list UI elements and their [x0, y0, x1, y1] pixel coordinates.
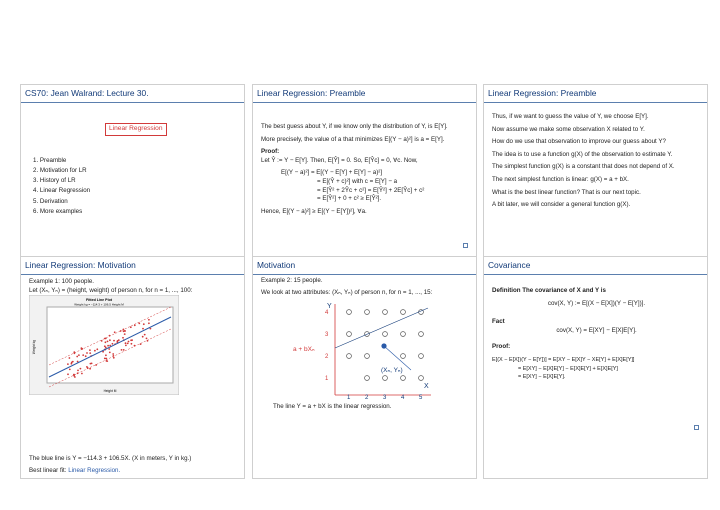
qed-icon	[463, 243, 468, 248]
equation-line: E[(Y − a)²] = E[(Y − E[Y] + E[Y] − a)²]	[281, 169, 383, 177]
proof-heading: Proof:	[492, 343, 511, 351]
scatter-point	[114, 331, 116, 333]
x-tick-label: 3	[383, 395, 387, 400]
text-line: Now assume we make some observation X related to Y.	[492, 125, 645, 133]
equation-line: = E[XY] − E[X]E[Y].	[518, 374, 566, 381]
scatter-point	[94, 350, 96, 352]
text-line: The next simplest function is linear: g(X) = a + bX.	[492, 175, 629, 183]
fitted-line-plot	[29, 295, 179, 395]
regression-line	[335, 308, 428, 348]
scatter-point	[125, 345, 127, 347]
y-tick-label: 2	[325, 354, 329, 360]
scatter-point	[86, 366, 88, 368]
data-point	[419, 332, 424, 337]
scatter-point	[90, 363, 92, 365]
fact-heading: Fact	[492, 318, 505, 326]
scatter-point	[109, 339, 111, 341]
equation-line: = E[XY] − E[X]E[Y] − E[X]E[Y] + E[X]E[Y]	[518, 365, 618, 372]
x-tick-label: 5	[419, 395, 423, 400]
text-line: The blue line is Y = −114.3 + 106.5X. (X in meters, Y in kg.)	[29, 455, 192, 462]
scatter-point	[112, 353, 114, 355]
equation-line: cov(X, Y) := E[(X − E[X])(Y − E[Y])].	[547, 299, 646, 307]
scatter-point	[76, 356, 78, 358]
scatter-point	[125, 342, 127, 344]
y-axis-label: Y	[327, 303, 332, 310]
scatter-point	[80, 368, 82, 370]
toc-item[interactable]: 3. History of LR	[33, 177, 76, 185]
slide-title-bar: Motivation	[253, 257, 476, 275]
section-label[interactable]: Linear Regression	[105, 123, 167, 136]
data-point	[383, 332, 388, 337]
x-tick-label: 1	[347, 395, 351, 400]
slide-title-bar: Linear Regression: Preamble	[484, 85, 707, 103]
scatter-point	[74, 376, 76, 378]
text-line: Example 2: 15 people.	[261, 277, 323, 284]
data-point	[365, 376, 370, 381]
scatter-point	[71, 362, 73, 364]
scatter-point	[112, 343, 114, 345]
data-point	[401, 354, 406, 359]
text-line: Let Ŷ := Y − E[Y]. Then, E[Ŷ] = 0. So, E[Ŷc] = 0, ∀c. Now,	[261, 156, 418, 164]
scatter-point	[148, 322, 150, 324]
x-tick-label: 4	[401, 395, 405, 400]
data-point	[401, 310, 406, 315]
slide-covariance	[483, 256, 708, 479]
scatter-point	[96, 348, 98, 350]
scatter-point	[123, 349, 125, 351]
data-point	[419, 354, 424, 359]
slide-motivation-2	[252, 256, 477, 479]
data-point	[347, 310, 352, 315]
toc-item[interactable]: 2. Motivation for LR	[33, 166, 87, 174]
linear-regression-link[interactable]: Linear Regression.	[68, 466, 121, 474]
text-line: The best guess about Y, if we know only the distribution of Y, is E[Y].	[261, 123, 448, 130]
data-point	[401, 376, 406, 381]
scatter-point	[138, 323, 140, 325]
scatter-point	[142, 336, 144, 338]
scatter-point	[113, 340, 115, 342]
scatter-point	[82, 354, 84, 356]
qed-icon	[694, 425, 699, 430]
toc-item[interactable]: 1. Preamble	[33, 156, 67, 164]
x-tick-label: 2	[365, 395, 369, 400]
scatter-point	[77, 370, 79, 372]
text-line: A bit later, we will consider a general function g(X).	[492, 201, 631, 209]
scatter-point	[109, 352, 111, 354]
plot-ylabel: Weight kg	[32, 339, 36, 355]
y-tick-label: 1	[325, 376, 329, 382]
scatter-point	[105, 358, 107, 360]
data-point	[347, 332, 352, 337]
plot-subtitle: Weight kg = −114.3 + 106.5 Height M	[74, 302, 124, 307]
equation-line: = E[(Ŷ + c)²] with c = E[Y] − a	[317, 177, 398, 185]
scatter-point	[67, 363, 69, 365]
scatter-point	[78, 354, 80, 356]
text-line: Example 1: 100 people.	[29, 278, 95, 285]
plot-title: Fitted Line Plot	[86, 298, 112, 302]
data-point	[419, 376, 424, 381]
data-point	[401, 332, 406, 337]
scatter-point	[89, 349, 91, 351]
scatter-point	[127, 343, 129, 345]
scatter-point	[69, 357, 71, 359]
text-line: More precisely, the value of a that minimizes E[(Y − a)²] is a = E[Y].	[261, 135, 445, 143]
scatter-point	[69, 369, 71, 371]
proof-heading: Proof:	[261, 148, 280, 156]
scatter-point	[108, 348, 110, 350]
scatter-point	[142, 328, 144, 330]
scatter-point	[148, 319, 150, 321]
data-point	[365, 354, 370, 359]
scatter-point	[89, 352, 91, 354]
text-line: Thus, if we want to guess the value of Y, we choose E[Y].	[492, 113, 649, 120]
point-label: (Xₙ, Yₙ)	[381, 367, 403, 374]
equation-line: cov(X, Y) = E[XY] − E[X]E[Y].	[556, 326, 637, 334]
scatter-point	[113, 357, 115, 359]
regression-diagram	[293, 300, 433, 400]
scatter-point	[105, 354, 107, 356]
toc-item[interactable]: 5. Derivation	[33, 197, 68, 205]
scatter-point	[118, 339, 120, 341]
scatter-point	[130, 339, 132, 341]
text-line: Best linear fit:	[29, 466, 67, 474]
equation-line: = E[Ŷ²] + 0 + c² ≥ E[Ŷ²].	[317, 195, 382, 203]
text-line: We look at two attributes: (Xₙ, Yₙ) of person n, for n = 1, ..., 15:	[261, 288, 433, 296]
scatter-point	[140, 343, 142, 345]
slide-title-bar: CS70: Jean Walrand: Lecture 30.	[21, 85, 244, 103]
text-line: The simplest function g(X) is a constant that does not depend of X.	[492, 163, 675, 171]
scatter-point	[144, 334, 146, 336]
scatter-point	[81, 373, 83, 375]
equation-line: = E[Ŷ² + 2Ŷc + c²] = E[Ŷ²] + 2E[Ŷc] + c²	[317, 186, 425, 194]
scatter-point	[143, 323, 145, 325]
slide-title-bar: Linear Regression: Preamble	[253, 85, 476, 103]
scatter-point	[134, 324, 136, 326]
scatter-point	[104, 345, 106, 347]
scatter-point	[81, 347, 83, 349]
text-line: How do we use that observation to improve our guess about Y?	[492, 138, 666, 146]
slide-title-bar: Linear Regression: Motivation	[21, 257, 244, 275]
x-axis-label: X	[424, 383, 429, 390]
slide-motivation-1	[20, 256, 245, 479]
table-of-contents	[29, 156, 238, 218]
text-line: Hence, E[(Y − a)²] ≥ E[(Y − E[Y])²], ∀a.	[261, 207, 367, 215]
toc-item[interactable]: 4. Linear Regression	[33, 187, 91, 195]
y-tick-label: 3	[325, 332, 329, 338]
line-label: a + bXₙ	[293, 346, 315, 353]
text-line: The idea is to use a function g(X) of the observation to estimate Y.	[492, 150, 673, 158]
definition-text: Definition The covariance of X and Y is	[492, 287, 606, 294]
scatter-point	[89, 368, 91, 370]
scatter-point	[107, 345, 109, 347]
plot-xlabel: Height M	[103, 389, 117, 393]
scatter-point	[86, 352, 88, 354]
scatter-point	[106, 360, 108, 362]
text-line: Let (Xₙ, Yₙ) = (height, weight) of person n, for n = 1, ..., 100:	[29, 286, 193, 294]
scatter-point	[122, 337, 124, 339]
slide-title-bar: Covariance	[484, 257, 707, 275]
highlighted-point	[381, 343, 386, 348]
scatter-point	[107, 341, 109, 343]
text-line: The line Y = a + bX is the linear regression.	[273, 403, 392, 410]
scatter-point	[131, 343, 133, 345]
data-point	[347, 354, 352, 359]
data-point	[365, 310, 370, 315]
y-tick-label: 4	[325, 310, 329, 316]
scatter-point	[146, 338, 148, 340]
data-point	[383, 376, 388, 381]
scatter-point	[105, 341, 107, 343]
scatter-point	[124, 330, 126, 332]
scatter-point	[128, 341, 130, 343]
scatter-point	[67, 373, 69, 375]
scatter-point	[130, 326, 132, 328]
data-point	[383, 310, 388, 315]
toc-item[interactable]: 6. More examples	[33, 208, 83, 216]
equation-line: E[(X − E[X])(Y − E[Y])] = E[XY − E[X]Y − XE[Y] + E[X]E[Y]]	[492, 356, 635, 363]
text-line: What is the best linear function? That is our next topic.	[492, 188, 641, 196]
scatter-point	[123, 330, 125, 332]
scatter-point	[124, 333, 126, 335]
scatter-point	[85, 355, 87, 357]
scatter-point	[121, 349, 123, 351]
